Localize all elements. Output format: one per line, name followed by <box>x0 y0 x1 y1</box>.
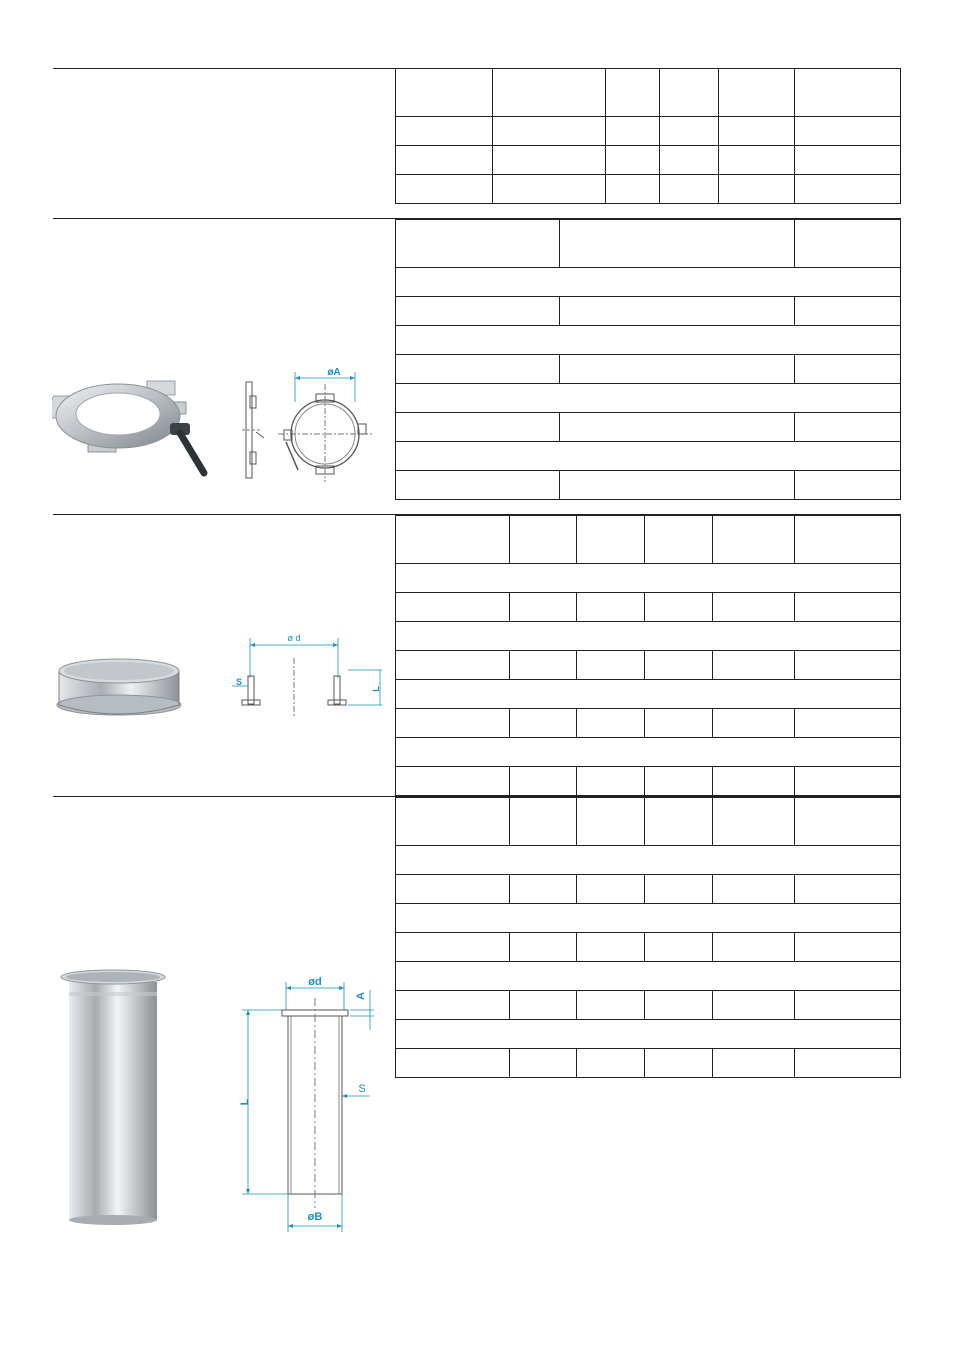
short-diameter-label: ø d <box>287 633 301 643</box>
spec-table-3 <box>395 515 901 796</box>
short-sleeve-photo <box>55 655 185 720</box>
clamp-ring-photo <box>52 378 212 478</box>
long-wall-label: S <box>358 1083 366 1095</box>
clamp-ring-drawing <box>238 362 383 486</box>
short-sleeve-drawing <box>230 628 385 720</box>
spec-table-2 <box>395 219 901 500</box>
clamp-diameter-label: øA <box>327 367 341 378</box>
long-flange-label: A <box>355 992 367 1000</box>
spec-table-4 <box>395 797 901 1078</box>
spec-table-1 <box>395 68 901 204</box>
long-length-label: L <box>239 1098 251 1106</box>
long-tube-drawing <box>232 968 382 1236</box>
long-diameter-label: ød <box>308 976 322 988</box>
short-wall-label: S <box>236 677 243 687</box>
short-length-label: L <box>371 686 381 692</box>
long-outer-label: øB <box>307 1211 323 1223</box>
long-tube-photo <box>57 968 169 1226</box>
